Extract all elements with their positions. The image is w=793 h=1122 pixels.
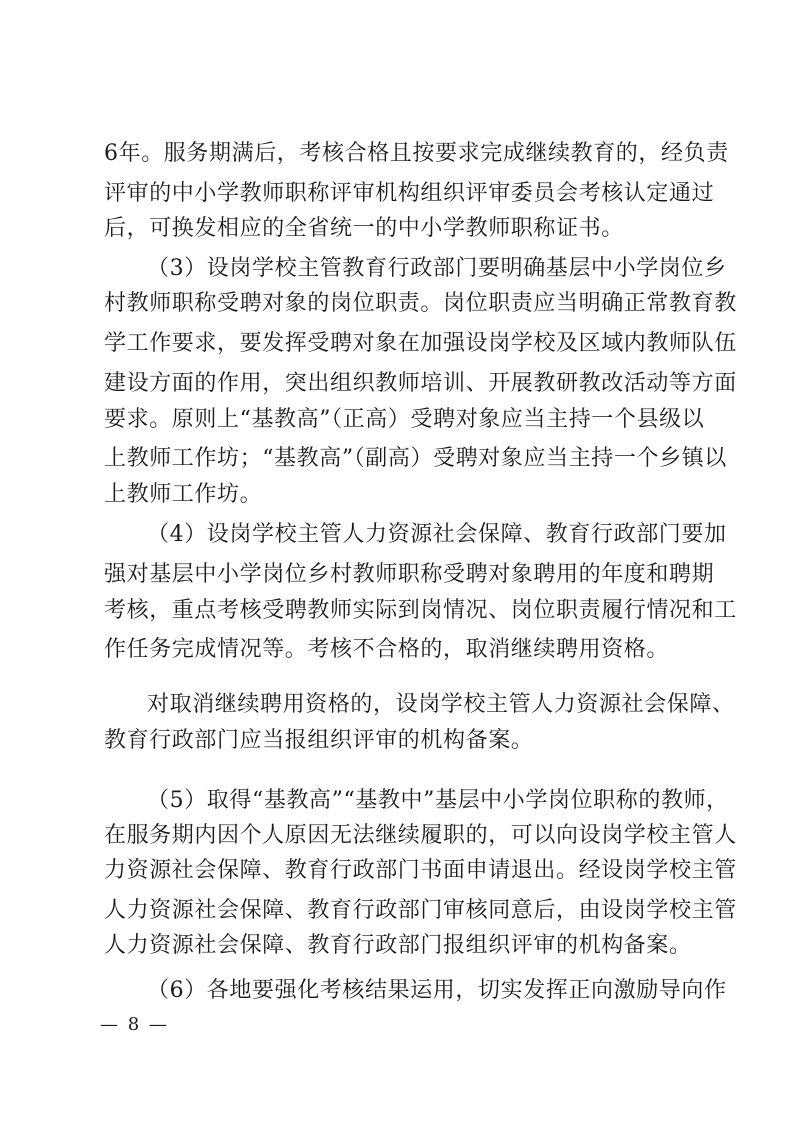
text-line: （6）各地要强化考核结果运用，切实发挥正向激励导向作 [147, 978, 727, 1003]
text-line: （3）设岗学校主管教育行政部门要明确基层中小学岗位乡 [147, 256, 727, 281]
text-line: 后，可换发相应的全省统一的中小学教师职称证书。 [104, 216, 624, 241]
page-number: — 8 — [100, 1014, 169, 1035]
text-line: 在服务期内因个人原因无法继续履职的，可以向设岗学校主管人 [104, 823, 737, 848]
text-line: 建设方面的作用，突出组织教师培训、开展教研教改活动等方面 [104, 371, 737, 396]
text-line: 上教师工作坊；“基教高”（副高）受聘对象应当主持一个乡镇以 [104, 446, 727, 471]
text-line: 村教师职称受聘对象的岗位职责。岗位职责应当明确正常教育教 [104, 291, 737, 316]
text-line: 教育行政部门应当报组织评审的机构备案。 [104, 728, 534, 753]
text-line: 强对基层中小学岗位乡村教师职称受聘对象聘用的年度和聘期 [104, 562, 715, 587]
text-line: 要求。原则上“基教高”（正高）受聘对象应当主持一个县级以 [104, 407, 705, 432]
text-line: 作任务完成情况等。考核不合格的，取消继续聘用资格。 [104, 637, 670, 662]
text-line: 学工作要求，要发挥受聘对象在加强设岗学校及区域内教师队伍 [104, 331, 737, 356]
text-line: 力资源社会保障、教育行政部门书面申请退出。经设岗学校主管 [104, 858, 737, 883]
text-line: 上教师工作坊。 [104, 482, 263, 507]
text-line: 考核，重点考核受聘教师实际到岗情况、岗位职责履行情况和工 [104, 598, 737, 623]
text-line: 人力资源社会保障、教育行政部门报组织评审的机构备案。 [104, 933, 692, 958]
text-line: 人力资源社会保障、教育行政部门审核同意后，由设岗学校主管 [104, 898, 737, 923]
text-line: （5）取得“基教高”“基教中”基层中小学岗位职称的教师， [147, 788, 729, 813]
text-line: 评审的中小学教师职称评审机构组织评审委员会考核认定通过 [104, 181, 715, 206]
text-line: 对取消继续聘用资格的，设岗学校主管人力资源社会保障、 [147, 692, 735, 717]
text-line: 6年。服务期满后，考核合格且按要求完成继续教育的，经负责 [104, 141, 729, 166]
text-line: （4）设岗学校主管人力资源社会保障、教育行政部门要加 [147, 522, 727, 547]
